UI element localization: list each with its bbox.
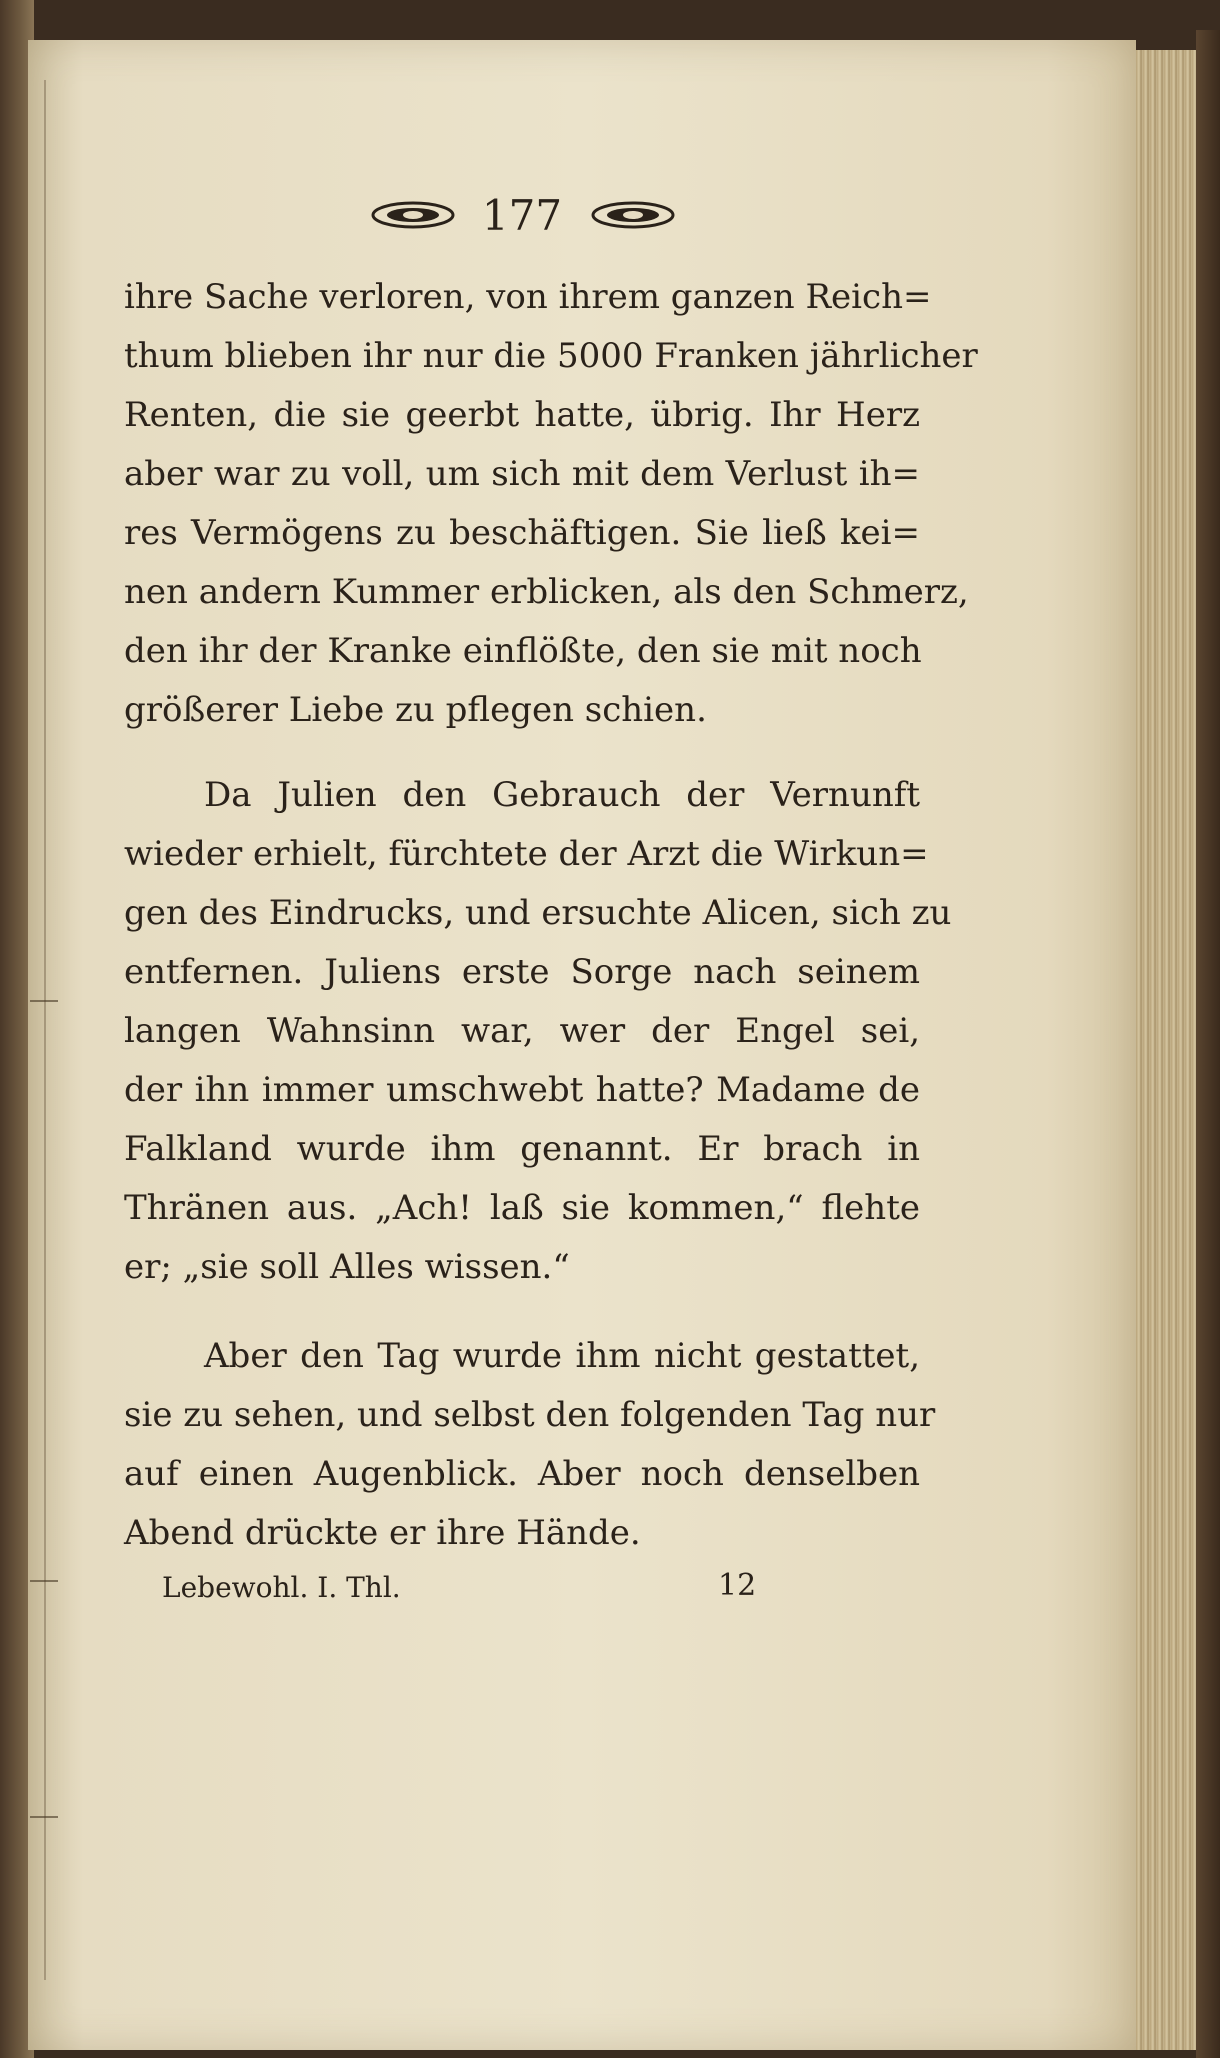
margin-tick <box>30 1816 58 1818</box>
text-line: wieder erhielt, fürchtete der Arzt die Wirkun= <box>124 834 929 874</box>
signature-mark: Lebewohl. I. Thl. <box>162 1571 401 1604</box>
page-header <box>370 186 670 246</box>
text-line: Da Julien den Gebrauch der Vernunft <box>204 775 920 815</box>
right-cover <box>1196 30 1220 2058</box>
text-line: auf einen Augenblick. Aber noch denselben <box>124 1454 920 1494</box>
text-line: gen des Eindrucks, und ersuchte Alicen, sich zu <box>124 893 952 933</box>
text-line: langen Wahnsinn war, wer der Engel sei, <box>124 1011 920 1051</box>
text-line: Renten, die sie geerbt hatte, übrig. Ihr Herz <box>124 395 920 435</box>
text-line: größerer Liebe zu pflegen schien. <box>124 690 707 730</box>
text-line: er; „sie soll Alles wissen.“ <box>124 1247 570 1287</box>
text-line: ihre Sache verloren, von ihrem ganzen Reich= <box>124 277 932 317</box>
text-line: res Vermögens zu beschäftigen. Sie ließ kei= <box>124 513 920 553</box>
text-line: thum blieben ihr nur die 5000 Franken jährlicher <box>124 336 978 376</box>
text-line: den ihr der Kranke einflößte, den sie mit noch <box>124 631 922 671</box>
margin-tick <box>30 1000 58 1002</box>
text-line: Aber den Tag wurde ihm nicht gestattet, <box>204 1336 920 1376</box>
text-line: Falkland wurde ihm genannt. Er brach in <box>124 1129 920 1169</box>
gutter-shadow <box>44 80 46 1980</box>
text-line: Abend drückte er ihre Hände. <box>124 1513 641 1553</box>
text-line: entfernen. Juliens erste Sorge nach seinem <box>124 952 920 992</box>
text-line: aber war zu voll, um sich mit dem Verlust ih= <box>124 454 920 494</box>
text-line: nen andern Kummer erblicken, als den Schmerz, <box>124 572 969 612</box>
rosette-ornament-icon <box>370 200 456 230</box>
margin-tick <box>30 1580 58 1582</box>
text-line: Thränen aus. „Ach! laß sie kommen,“ flehte <box>124 1188 920 1228</box>
text-line: sie zu sehen, und selbst den folgenden Tag nur <box>124 1395 936 1435</box>
page-number: 177 <box>481 191 563 240</box>
sheet-number: 12 <box>718 1568 757 1603</box>
text-line: der ihn immer umschwebt hatte? Madame de <box>124 1070 920 1110</box>
rosette-ornament-icon <box>590 200 676 230</box>
